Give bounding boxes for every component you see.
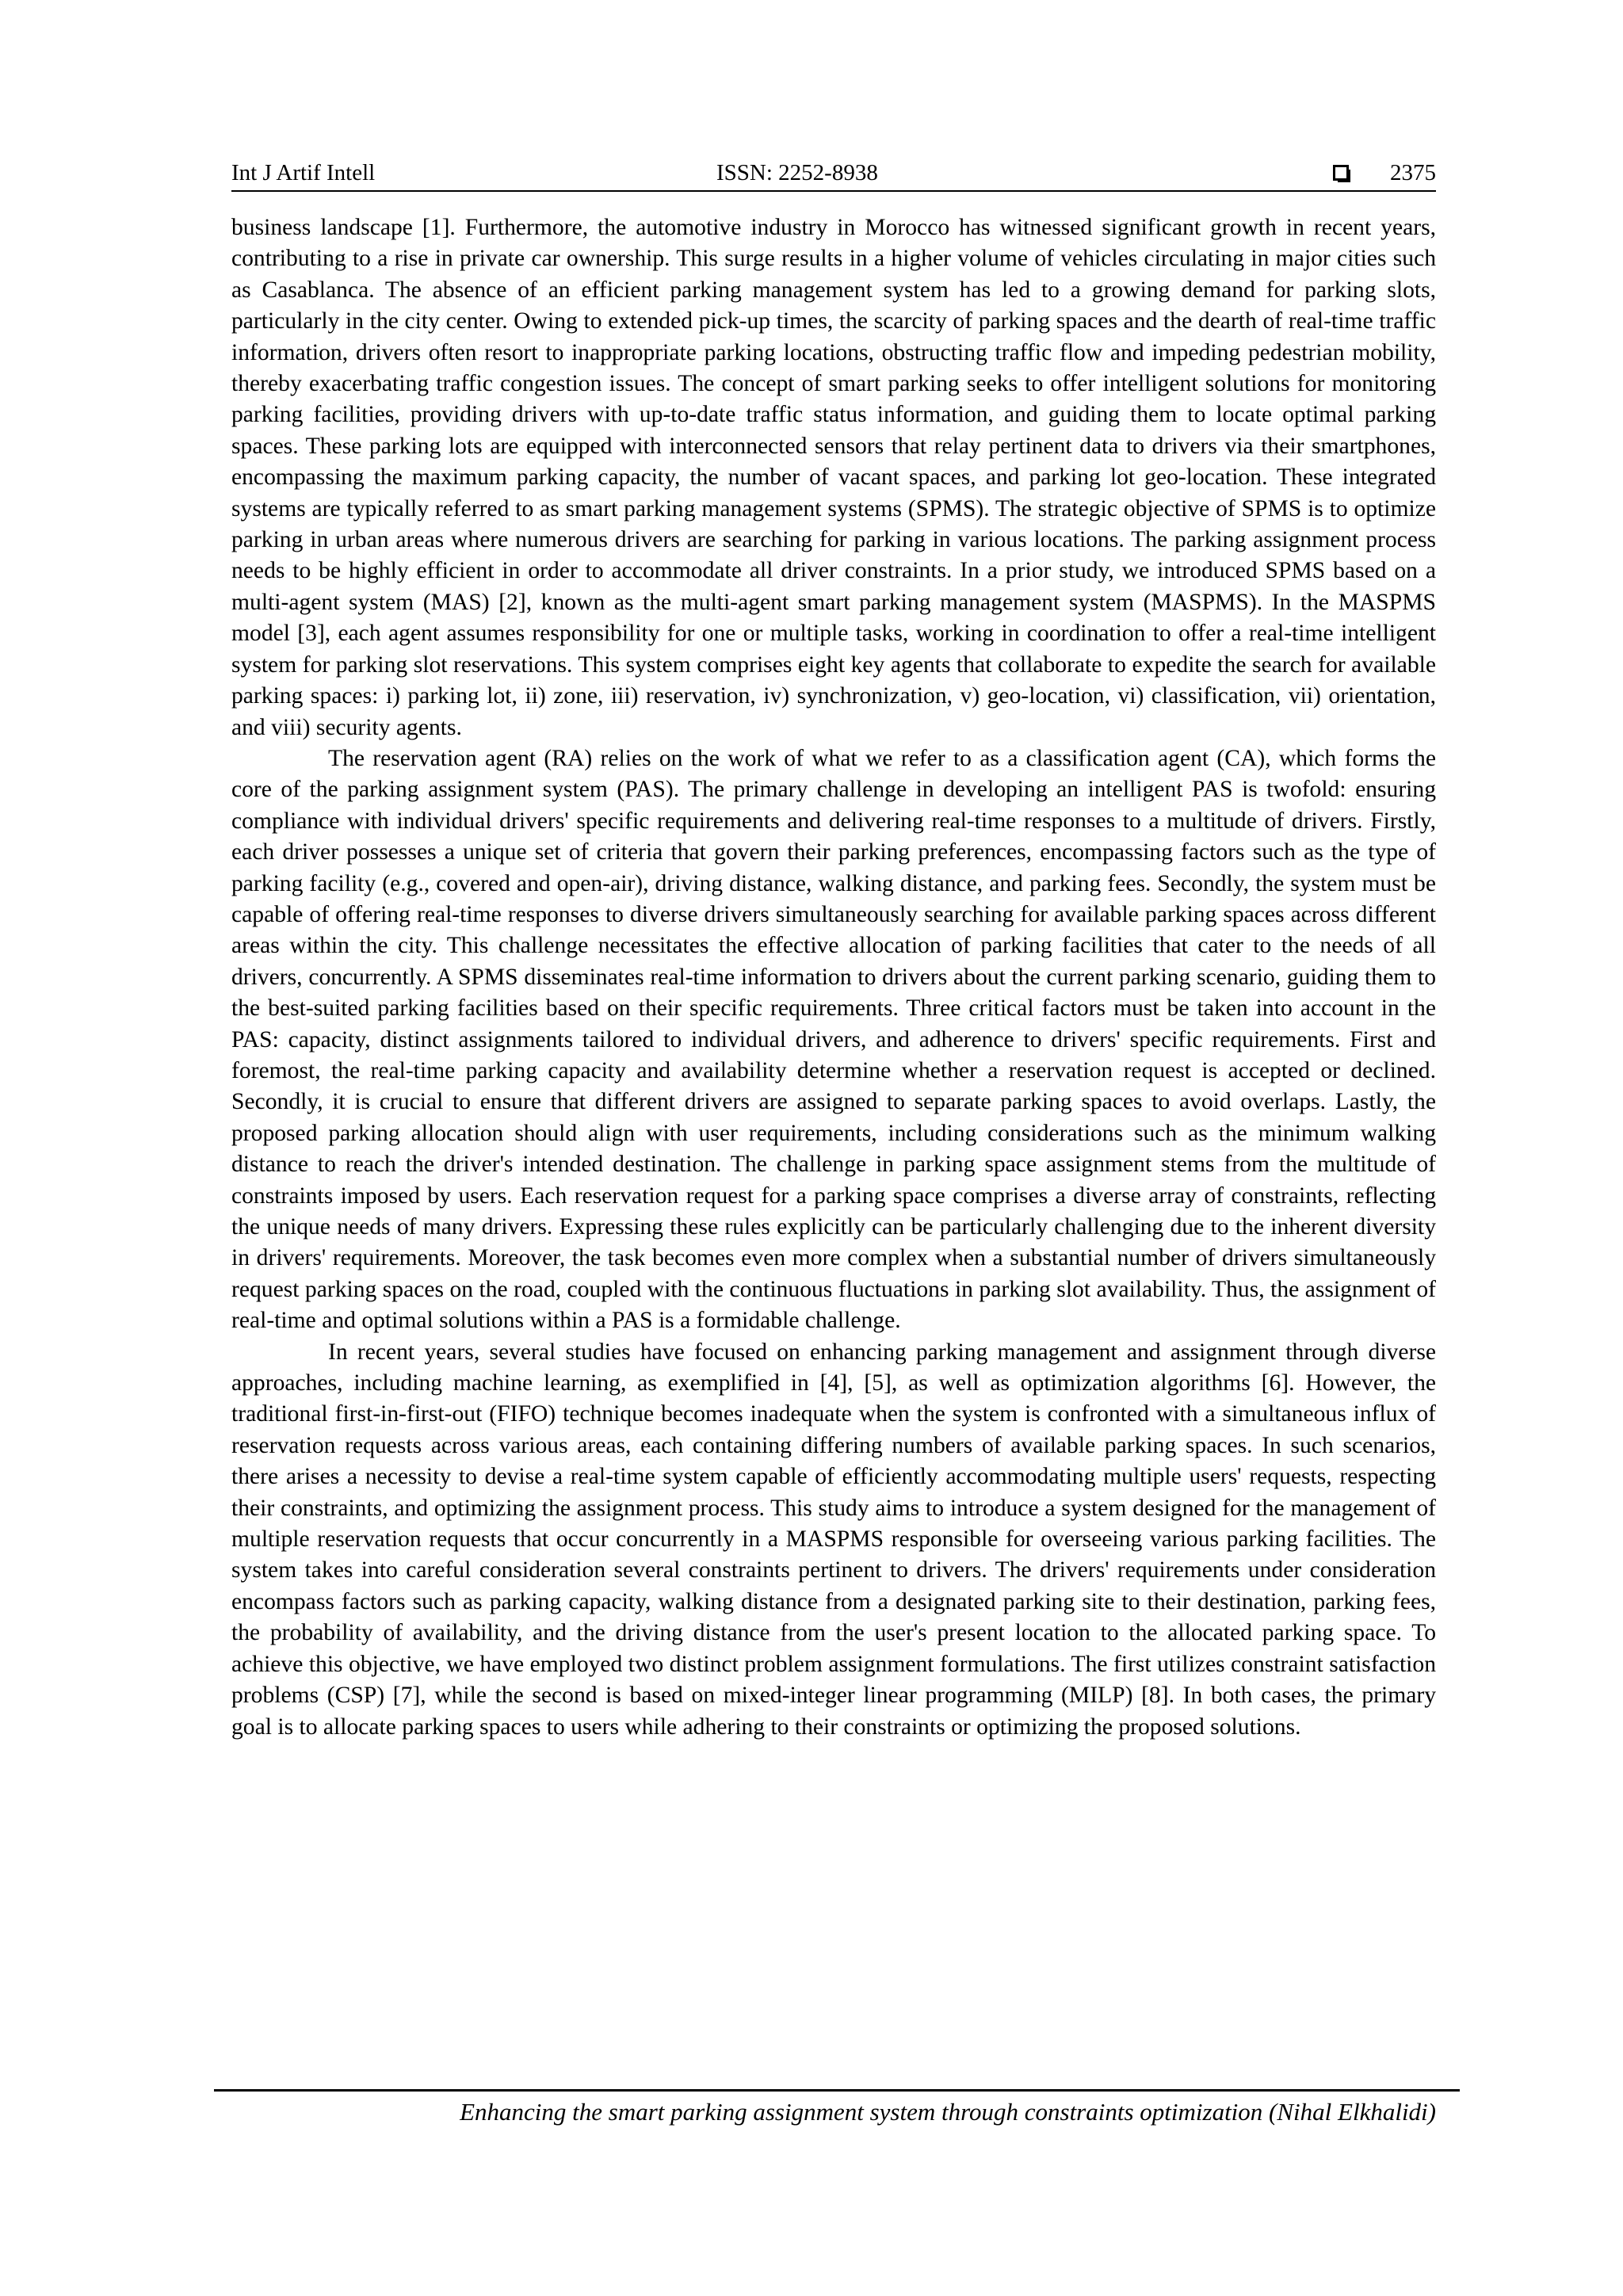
page-number-group	[1333, 155, 1436, 190]
page-header	[231, 155, 1436, 190]
journal-name: Int J Artif Intell	[231, 160, 376, 185]
footer-rule	[214, 2089, 1460, 2092]
paragraph-2: The reservation agent (RA) relies on the work of what we refer to as a classification agent (CA), which forms the core of the parking assignment system (PAS). The primary challenge in developing an intelligent PAS is twofold: ensuring compliance with individual drivers' specific requirements and delivering real-time responses to a multitude of drivers. Firstly, each driver possesses a unique set of criteria that govern their parking preferences, encompassing factors such as the type of parking facility (e.g., covered and open-air), driving distance, walking distance, and parking fees. Secondly, the system must be capable of offering real-time responses to diverse drivers simultaneously searching for available parking spaces across different areas within the city. This challenge necessitates the effective allocation of parking facilities that cater to the needs of all drivers, concurrently. A SPMS disseminates real-time information to drivers about the current parking scenario, guiding them to the best-suited parking facilities based on their specific requirements. Three critical factors must be taken into account in the PAS: capacity, distinct assignments tailored to individual drivers, and adherence to drivers' specific requirements. First and foremost, the real-time parking capacity and availability determine whether a reservation request is accepted or declined. Secondly, it is crucial to ensure that different drivers are assigned to separate parking spaces to avoid overlaps. Lastly, the proposed parking allocation should align with user requirements, including considerations such as the minimum walking distance to reach the driver's intended destination. The challenge in parking space assignment stems from the multitude of constraints imposed by users. Each reservation request for a parking space comprises a diverse array of constraints, reflecting the unique needs of many drivers. Expressing these rules explicitly can be particularly challenging due to the inherent diversity in drivers' requirements. Moreover, the task becomes even more complex when a substantial number of drivers simultaneously request parking spaces on the road, coupled with the continuous fluctuations in parking slot availability. Thus, the assignment of real-time and optimal solutions within a PAS is a formidable challenge.	[231, 745, 1436, 1334]
issn: ISSN: 2252-8938	[716, 160, 878, 185]
page-number: 2375	[1390, 160, 1436, 185]
checkbox-square-icon	[1333, 165, 1349, 181]
header-rule	[231, 190, 1436, 192]
article-body	[231, 212, 1436, 1743]
page-footer: Enhancing the smart parking assignment system through constraints optimization (Nihal Elkhalidi)	[460, 2098, 1436, 2126]
paragraph-3: In recent years, several studies have focused on enhancing parking management and assignment through diverse approaches, including machine learning, as exemplified in [4], [5], as well as optimization algorithms [6]. However, the traditional first-in-first-out (FIFO) technique becomes inadequate when the system is confronted with a simultaneous influx of reservation requests across various areas, each containing differing numbers of available parking spaces. In such scenarios, there arises a necessity to devise a real-time system capable of efficiently accommodating multiple users' requests, respecting their constraints, and optimizing the assignment process. This study aims to introduce a system designed for the management of multiple reservation requests that occur concurrently in a MASPMS responsible for overseeing various parking facilities. The system takes into careful consideration several constraints pertinent to drivers. The drivers' requirements under consideration encompass factors such as parking capacity, walking distance from a designated parking site to their destination, parking fees, the probability of availability, and the driving distance from the user's present location to the allocated parking space. To achieve this objective, we have employed two distinct problem assignment formulations. The first utilizes constraint satisfaction problems (CSP) [7], while the second is based on mixed-integer linear programming (MILP) [8]. In both cases, the primary goal is to allocate parking spaces to users while adhering to their constraints or optimizing the proposed solutions.	[231, 1339, 1436, 1740]
paragraph-1: business landscape [1]. Furthermore, the automotive industry in Morocco has witnessed significant growth in recent years, contributing to a rise in private car ownership. This surge results in a higher volume of vehicles circulating in major cities such as Casablanca. The absence of an efficient parking management system has led to a growing demand for parking slots, particularly in the city center. Owing to extended pick-up times, the scarcity of parking spaces and the dearth of real-time traffic information, drivers often resort to inappropriate parking locations, obstructing traffic flow and impeding pedestrian mobility, thereby exacerbating traffic congestion issues. The concept of smart parking seeks to offer intelligent solutions for monitoring parking facilities, providing drivers with up-to-date traffic status information, and guiding them to locate optimal parking spaces. These parking lots are equipped with interconnected sensors that relay pertinent data to drivers via their smartphones, encompassing the maximum parking capacity, the number of vacant spaces, and parking lot geo-location. These integrated systems are typically referred to as smart parking management systems (SPMS). The strategic objective of SPMS is to optimize parking in urban areas where numerous drivers are searching for parking in various locations. The parking assignment process needs to be highly efficient in order to accommodate all driver constraints. In a prior study, we introduced SPMS based on a multi-agent system (MAS) [2], known as the multi-agent smart parking management system (MASPMS). In the MASPMS model [3], each agent assumes responsibility for one or multiple tasks, working in coordination to offer a real-time intelligent system for parking slot reservations. This system comprises eight key agents that collaborate to expedite the search for available parking spaces: i) parking lot, ii) zone, iii) reservation, iv) synchronization, v) geo-location, vi) classification, vii) orientation, and viii) security agents.	[231, 215, 1436, 740]
